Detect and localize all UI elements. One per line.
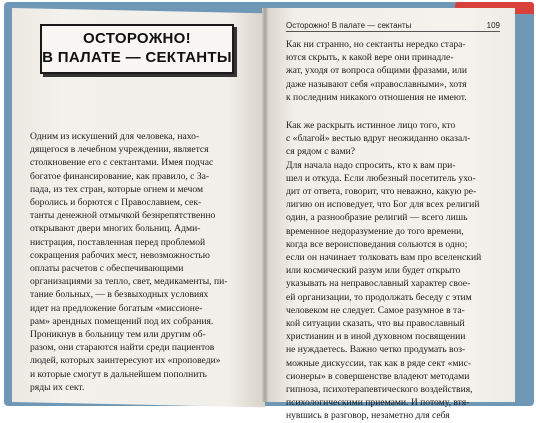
text-line: ей организации, то продолжать беседу с этим xyxy=(286,291,472,303)
right-page-paragraph-2 xyxy=(286,119,501,423)
text-line: боролись и борются с Православием, сек- xyxy=(30,197,202,209)
text-line: не нуждаетесь. Важно четко продумать воз- xyxy=(286,344,466,356)
text-line: столкновение его с сектантами. Имея подчас xyxy=(30,157,214,169)
text-line: ся рядом с вами? xyxy=(286,146,356,158)
text-line: ряды их сект. xyxy=(30,381,85,393)
text-line: указывать на неправославный характер свое- xyxy=(286,278,471,290)
running-head xyxy=(286,21,500,32)
text-line: ются скрыть, к какой вере они принадле- xyxy=(286,52,454,64)
text-line: к последним никакого отношения не имеют. xyxy=(286,91,467,103)
text-line: психологическими приемами. И потому, втя- xyxy=(286,397,470,409)
text-line: пада, из тех стран, которые огнем и мечом xyxy=(30,183,204,195)
text-line: нувшись в разговор, незаметно для себя xyxy=(286,410,450,422)
text-line: когда все вероисповедания сольются в одно; xyxy=(286,238,468,250)
text-line: Одним из искушений для человека, нахо- xyxy=(30,131,200,142)
chapter-title-line-1: ОСТОРОЖНО! xyxy=(83,30,191,47)
text-line: богатое финансирование, как правило, с За- xyxy=(30,170,210,182)
text-line: даже называют себя «православными», хотя xyxy=(286,78,467,90)
text-line: или космический разум или будет открыто xyxy=(286,265,461,277)
text-line: людей, которых заинтересуют их «проповеди» xyxy=(30,355,221,367)
page-number: 109 xyxy=(486,21,500,30)
text-line: рам» арендных помещений под их собрания. xyxy=(30,315,214,327)
text-line: открывают двери многих больниц. Адми- xyxy=(30,223,201,235)
book-gutter xyxy=(262,8,268,402)
text-line: сионеры» в совершенстве владеют методами xyxy=(286,370,470,382)
text-line: человеком не следует. Самое разумное в та- xyxy=(286,304,465,316)
text-line: Проникнув в больницу тем или другим об- xyxy=(30,329,206,341)
text-line: и которые смогут в дальнейшем пополнить xyxy=(30,368,207,380)
text-line: тание больных, — в безвыходных условиях xyxy=(30,289,209,301)
text-line: Для начала надо спросить, кто к вам при- xyxy=(286,159,456,171)
text-line: разом, они стараются найти среди пациентов xyxy=(30,342,215,354)
text-line: Как ни странно, но сектанты нередко стара- xyxy=(286,39,466,50)
text-line: организациями за тепло, свет, медикаменты, пи- xyxy=(30,276,228,288)
text-line: один, а разнообразие религий — всего лишь xyxy=(286,212,468,224)
right-page-paragraph-1 xyxy=(286,38,501,104)
running-head-title: Осторожно! В палате — сектанты xyxy=(286,21,412,30)
chapter-title-line-2: В ПАЛАТЕ — СЕКТАНТЫ xyxy=(42,49,232,66)
text-line: нистрация, поставленная перед проблемой xyxy=(30,236,206,248)
text-line: гипноза, психотерапевтического воздействия, xyxy=(286,384,473,396)
text-line: если он начинает толковать вам про вселенский xyxy=(286,252,482,264)
text-line: кой ситуации сказать, что вы православный xyxy=(286,318,465,330)
text-line: жат, уходя от вопроса общими фразами, или xyxy=(286,65,468,77)
text-line: временное недоразумение до того времени, xyxy=(286,225,464,237)
text-line: лигию он исповедует, что Бог для всех религий xyxy=(286,199,480,211)
text-line: шел и откуда. Если любезный посетитель ухо- xyxy=(286,172,476,184)
left-page-body-text xyxy=(30,130,248,394)
text-line: дящегося в лечебном учреждении, является xyxy=(30,144,209,156)
text-line: Как же раскрыть истинное лицо того, кто xyxy=(286,120,456,131)
text-line: оплаты расчетов с обеспечивающими xyxy=(30,263,184,275)
text-line: танты денежной отмычкой безнрепятственно xyxy=(30,210,216,222)
text-line: идет на предложение богатым «миссионе- xyxy=(30,302,203,314)
text-line: можные дискуссии, так как в ряде сект «мис- xyxy=(286,357,472,369)
text-line: дит от ответа, говорит, что неважно, какую ре- xyxy=(286,186,477,198)
text-line: с «благой» вестью вдруг неожиданно оказал- xyxy=(286,133,471,145)
text-line: христианин и в иной духовном посвящении xyxy=(286,331,466,343)
chapter-title-box xyxy=(40,24,234,74)
text-line: сокращения рабочих мест, невозможностью xyxy=(30,249,210,261)
